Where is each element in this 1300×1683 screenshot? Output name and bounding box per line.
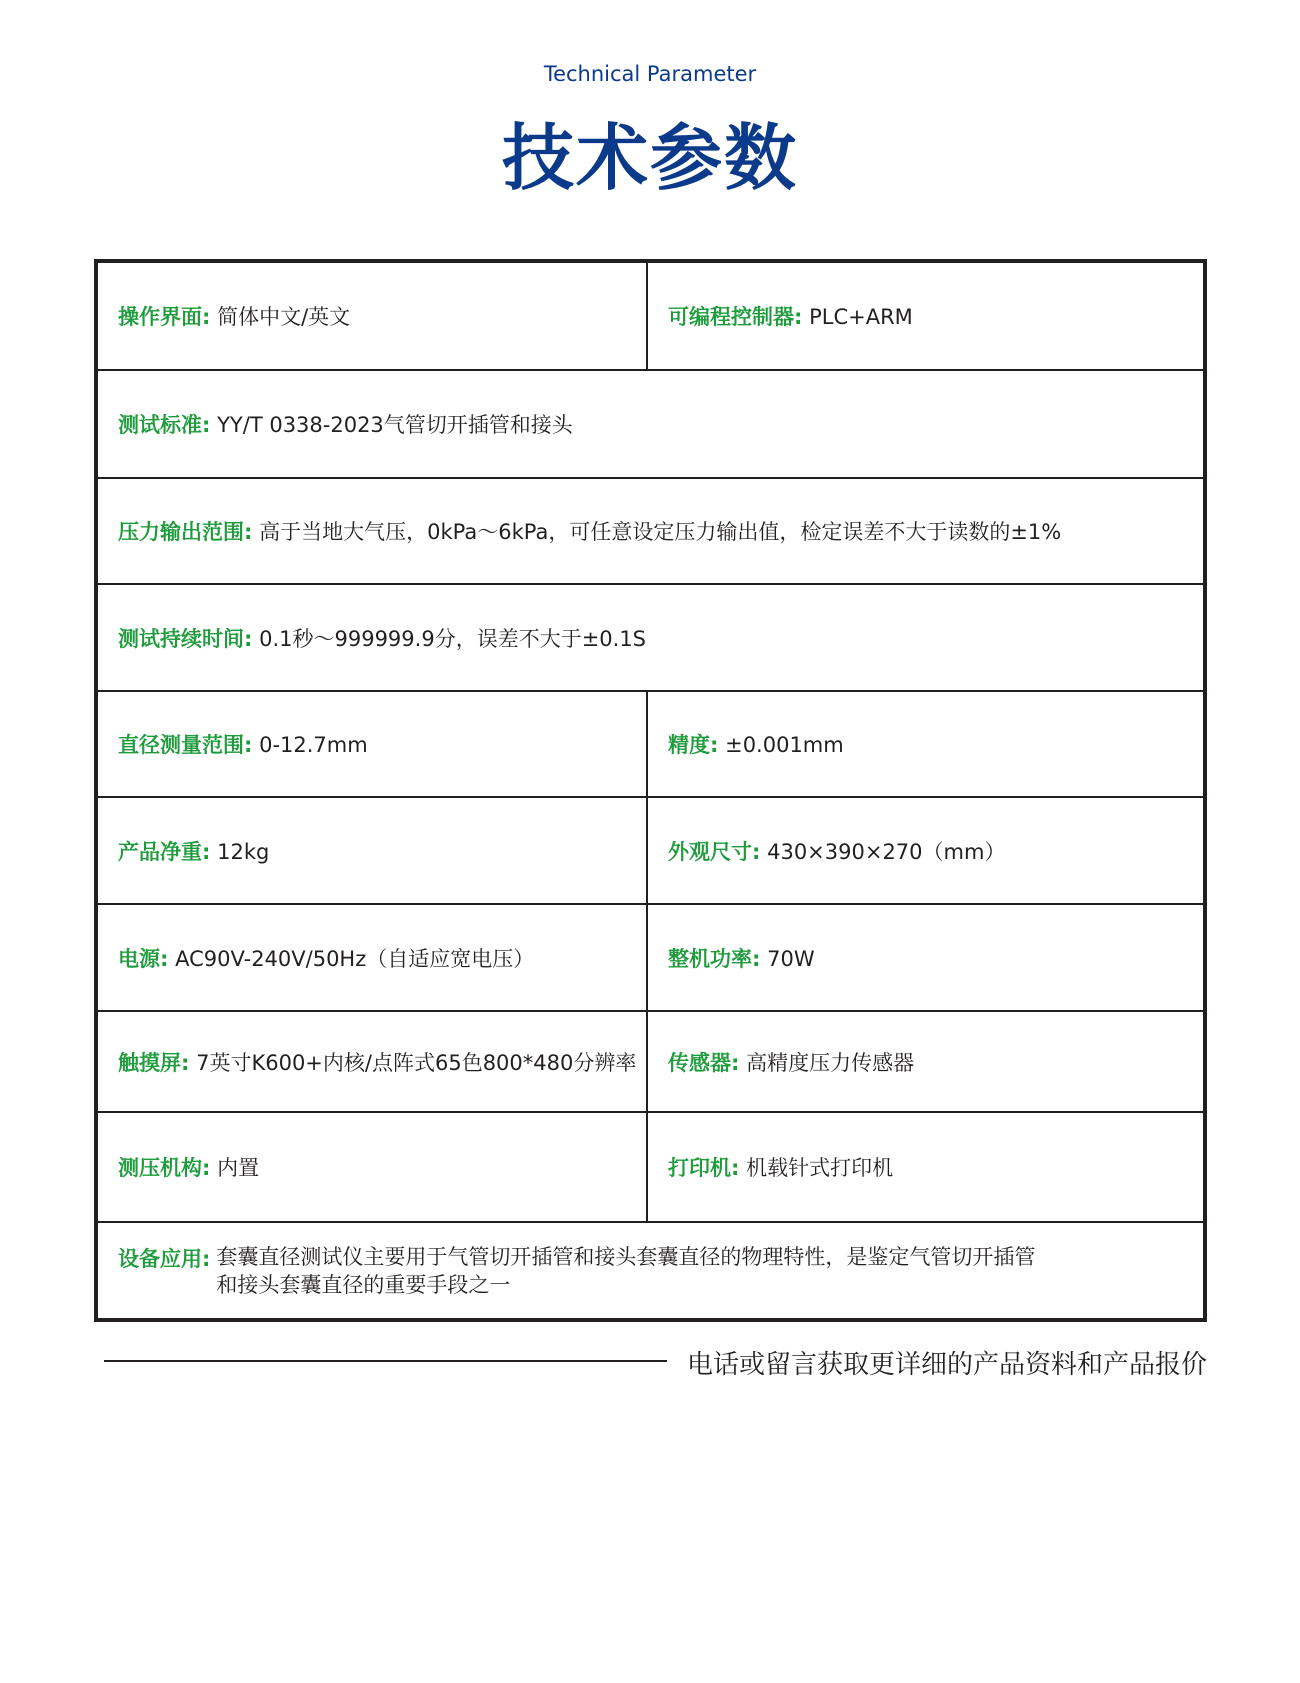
spec-cell [96, 691, 647, 797]
spec-value: YY/T 0338-2023气管切开插管和接头 [217, 413, 573, 437]
spec-cell [96, 1112, 647, 1222]
spec-value: 套囊直径测试仪主要用于气管切开插管和接头套囊直径的物理特性，是鉴定气管切开插管 [216, 1244, 1036, 1269]
spec-label: 操作界面: [118, 305, 211, 329]
spec-value: 12kg [217, 839, 270, 864]
spec-label: 压力输出范围: [118, 520, 253, 544]
spec-value: 高于当地大气压，0kPa～6kPa，可任意设定压力输出值，检定误差不大于读数的±1% [259, 520, 1062, 544]
spec-cell [96, 584, 1205, 691]
spec-label: 设备应用: [118, 1246, 211, 1271]
spec-row [96, 584, 1205, 691]
spec-label: 电源: [118, 946, 169, 971]
spec-row [96, 1011, 1205, 1112]
spec-cell [96, 797, 647, 904]
footer-text: 电话或留言获取更详细的产品资料和产品报价 [687, 1350, 1208, 1380]
spec-value: 0-12.7mm [259, 733, 368, 757]
spec-row [96, 261, 1205, 370]
spec-cell [647, 1011, 1205, 1112]
spec-cell [647, 1112, 1205, 1222]
spec-row [96, 478, 1205, 584]
spec-value: ±0.001mm [725, 733, 844, 757]
spec-cell [96, 478, 1205, 584]
spec-value: 和接头套囊直径的重要手段之一 [216, 1272, 511, 1297]
spec-label: 外观尺寸: [668, 839, 761, 864]
spec-label: 整机功率: [668, 946, 761, 971]
spec-label: 打印机: [668, 1156, 740, 1180]
spec-value: PLC+ARM [809, 305, 913, 329]
subtitle: Technical Parameter [543, 62, 757, 86]
spec-value: 0.1秒～999999.9分，误差不大于±0.1S [259, 626, 647, 651]
spec-label: 可编程控制器: [668, 305, 803, 329]
spec-label: 精度: [668, 733, 719, 757]
spec-cell [96, 1222, 1205, 1320]
spec-row [96, 1222, 1205, 1320]
spec-label: 触摸屏: [118, 1050, 190, 1075]
spec-row [96, 691, 1205, 797]
spec-value: 70W [767, 946, 815, 971]
spec-value: AC90V-240V/50Hz（自适应宽电压） [175, 946, 535, 971]
spec-row [96, 370, 1205, 478]
spec-label: 测试持续时间: [118, 626, 253, 651]
spec-value: 高精度压力传感器 [746, 1050, 915, 1075]
spec-value: 内置 [217, 1156, 260, 1180]
spec-label: 产品净重: [118, 839, 211, 864]
spec-cell [96, 904, 647, 1011]
divider [104, 1360, 667, 1362]
spec-cell [647, 261, 1205, 370]
spec-row [96, 1112, 1205, 1222]
spec-label: 测试标准: [118, 413, 211, 437]
spec-label: 直径测量范围: [118, 733, 253, 757]
spec-cell [647, 691, 1205, 797]
spec-cell [647, 904, 1205, 1011]
spec-cell [647, 797, 1205, 904]
spec-value: 机载针式打印机 [746, 1156, 894, 1180]
spec-cell [96, 370, 1205, 478]
page-title: 技术参数 [501, 116, 798, 200]
spec-value: 7英寸K600+内核/点阵式65色800*480分辨率 [196, 1050, 637, 1075]
spec-label: 传感器: [668, 1050, 740, 1075]
spec-label: 测压机构: [118, 1156, 211, 1180]
spec-table [94, 259, 1207, 1322]
spec-row [96, 797, 1205, 904]
spec-value: 简体中文/英文 [217, 305, 351, 329]
spec-cell [96, 261, 647, 370]
spec-value: 430×390×270（mm） [767, 839, 1006, 864]
spec-row [96, 904, 1205, 1011]
spec-cell [96, 1011, 647, 1112]
